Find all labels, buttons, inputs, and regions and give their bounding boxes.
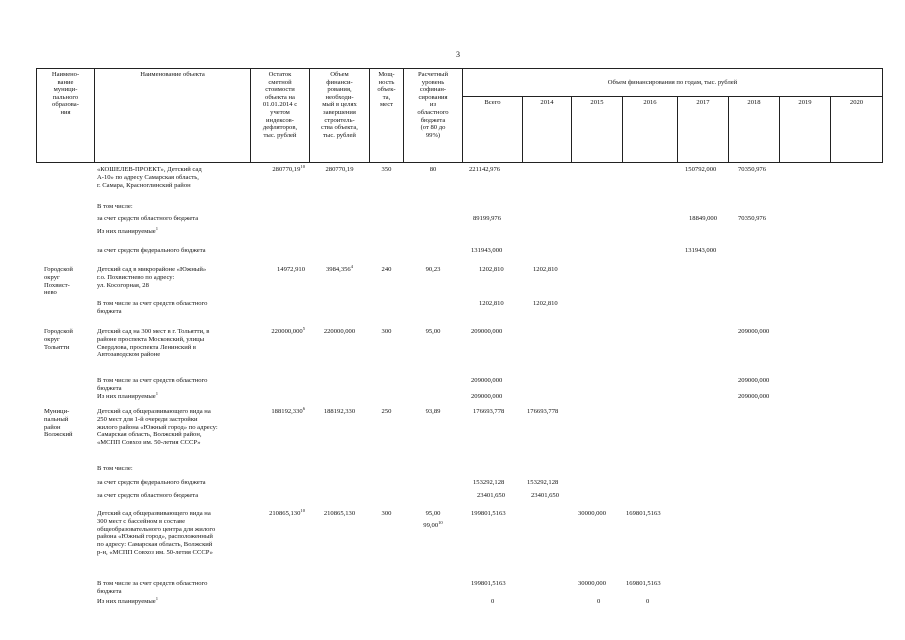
row-label: за счет средств федерального бюджета [97,479,206,486]
header-year-2018: 2018 [747,99,761,106]
year-2018-value: 70350,976 [738,215,767,222]
header-object: Наименование объекта [140,71,205,78]
year-2015-value: 0 [597,598,601,605]
header-year-2019: 2019 [798,99,812,106]
total-value: 209000,000 [471,393,503,400]
capacity-value: 350 [381,166,392,173]
year-2018-value: 70350,976 [738,166,767,173]
year-2015-value: 30000,000 [578,510,607,517]
row-label: В том числе за счет средств областного бюджета [97,580,208,595]
year-2016-value: 169801,5163 [626,580,661,587]
object-name: «КОШЕЛЕВ-ПРОЕКТ», Детский сад А-10» по адресу Самарская область, г. Самара, Красноглинский район [97,166,202,189]
total-value: 176693,778 [473,408,505,415]
object-name: Детский сад в микрорайоне «Южный» г.о. Похвистнево по адресу: ул. Косогорная, 28 [97,266,207,289]
total-value: 199801,5163 [471,510,506,517]
row-label: В том числе за счет средств областного бюджета [97,300,208,315]
year-2018-value: 209000,000 [738,393,770,400]
header-year-2017: 2017 [696,99,710,106]
required-value: 210865,130 [323,510,356,517]
municipality-name: Муници- пальный район Волжский [44,408,73,439]
cofinancing-value-revised: 99,00$^{10}$ [423,519,443,529]
header-balance: Остаток сметной стоимости объекта на 01.01.2014 с учетом индексов- дефляторов, тыс. рублей [262,71,298,139]
total-value: 131943,000 [471,247,503,254]
years-header-rule [462,96,882,97]
cofinancing-value: 90,23 [425,266,441,273]
total-value: 209000,000 [471,377,503,384]
capacity-value: 300 [381,510,392,517]
row-label: В том числе: [97,203,133,210]
total-value: 89199,976 [473,215,502,222]
header-funding-by-year: Объем финансирования по годам, тыс. рублей [607,79,738,86]
total-value: 153292,128 [473,479,505,486]
cofinancing-value: 95,00 [425,328,441,335]
year-2014-value: 23401,650 [531,492,560,499]
year-2014-value: 1202,810 [533,266,558,273]
required-value: 280770,19 [325,166,354,173]
row-label: Из них планируемые$^1$ [97,225,158,235]
row-label: В том числе за счет средств областного бюджета [97,377,208,392]
capacity-value: 300 [381,328,392,335]
required-value: 220000,000 [323,328,356,335]
year-2014-value: 1202,810 [533,300,558,307]
required-value: 3984,356$^4$ [325,263,354,273]
header-year-2014: 2014 [540,99,554,106]
municipality-name: Городской округ Похвист- нево [44,266,73,297]
year-2018-value: 209000,000 [738,328,770,335]
municipality-name: Городской округ Тольятти [44,328,73,351]
object-name: Детский сад общеразвивающего вида на 250 мест для 1-й очереди застройки жилого района «Южный город» по адресу: Самарская область, Волжский район, «МСПП Совхоз им. 50-летия СССР» [97,408,218,447]
year-2015-value: 30000,000 [578,580,607,587]
year-2016-value: 0 [646,598,650,605]
balance-value: 220000,000$^5$ [271,325,305,335]
year-2017-value: 150792,000 [685,166,717,173]
object-name: Детский сад на 300 мест в г. Тольятти, в районе проспекта Московский, улицы Свердлова, проспекта Ленинский в Автозаводском районе [97,328,210,359]
total-value: 1202,810 [479,266,504,273]
row-label: Из них планируемые$^1$ [97,595,158,605]
total-value: 0 [491,598,495,605]
year-2017-value: 131943,000 [685,247,717,254]
header-required: Объем финанси- рования, необходи- мый в целях завершения строитель- ства объекта, тыс. рублей [321,71,358,139]
balance-value: 14972,910 [276,266,305,273]
balance-value: 210865,130$^{10}$ [269,507,305,517]
total-value: 1202,810 [479,300,504,307]
row-label: за счет средств областного бюджета [97,492,199,499]
row-label: за счет средств федерального бюджета [97,247,206,254]
header-capacity: Мощ- ность объек- та, мест [377,71,396,109]
page-number: 3 [456,50,460,59]
year-2017-value: 18849,000 [689,215,718,222]
year-2014-value: 176693,778 [527,408,559,415]
cofinancing-value: 95,00 [425,510,441,517]
header-year-2016: 2016 [643,99,657,106]
cofinancing-value: 80 [429,166,437,173]
header-municipality: Наимено- вание муници- пального образова- ния [51,71,80,116]
total-value: 221142,976 [469,166,501,173]
required-value: 188192,330 [323,408,356,415]
balance-value: 188192,330$^6$ [271,405,305,415]
row-label: В том числе: [97,465,133,472]
row-label: за счет средств областного бюджета [97,215,199,222]
col-border [94,68,95,163]
total-value: 199801,5163 [471,580,506,587]
header-total: Всего [484,99,501,106]
year-2014-value: 153292,128 [527,479,559,486]
total-value: 23401,650 [477,492,506,499]
capacity-value: 240 [381,266,392,273]
header-bottom-border [36,162,882,163]
row-label: Из них планируемые$^1$ [97,390,158,400]
capacity-value: 250 [381,408,392,415]
col-border [882,68,883,163]
cofinancing-value: 93,89 [425,408,441,415]
header-year-2020: 2020 [849,99,864,106]
total-value: 209000,000 [471,328,503,335]
header-year-2015: 2015 [590,99,604,106]
object-name: Детский сад общеразвивающего вида на 300 мест с бассейном в составе общеобразовательного центра для жилого района «Южный город», расположенный по адресу: Самарская область, Волжский р-н, «МСПП Совхоз им. 50-летия СССР» [97,510,216,556]
year-2018-value: 209000,000 [738,377,770,384]
table-top-border [36,68,882,69]
year-2016-value: 169801,5163 [626,510,661,517]
balance-value: 280770,19$^{10}$ [272,163,305,173]
header-cofinancing: Расчетный уровень софинан- сирования из областного бюджета (от 80 до 99%) [417,71,449,139]
